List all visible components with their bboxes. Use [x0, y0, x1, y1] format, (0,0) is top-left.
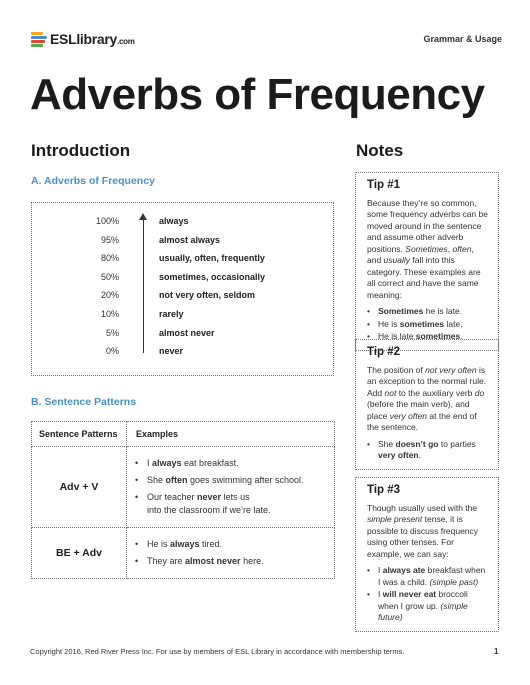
frequency-percent: 0%: [105, 346, 119, 357]
frequency-row: [32, 346, 333, 364]
bold-text: sometimes: [415, 331, 461, 341]
text-run: She: [378, 438, 396, 449]
column-header: Sentence Patterns: [32, 422, 127, 447]
frequency-adverb: rarely: [159, 309, 184, 319]
text-run: He is: [147, 539, 171, 549]
tip-title: Tip #3: [367, 484, 401, 496]
italic-text: often: [452, 243, 472, 254]
page-title: Adverbs of Frequency: [30, 70, 485, 119]
text-run: late.: [444, 318, 463, 329]
table-header-row: [32, 422, 335, 447]
frequency-adverb: never: [159, 346, 184, 357]
tip-example-item: [367, 439, 488, 462]
frequency-adverb: almost never: [159, 327, 215, 338]
bold-text: sometimes: [399, 318, 445, 329]
logo-stripe: [31, 36, 47, 39]
examples-cell: [127, 528, 335, 579]
italic-text: simple present: [367, 514, 423, 524]
bold-text: always: [152, 458, 182, 468]
frequency-row: [32, 235, 333, 253]
logo-stripe: [31, 40, 45, 43]
text-run: at the end of the sentence.: [367, 410, 477, 432]
text-run: .: [418, 450, 421, 460]
frequency-row: [32, 253, 333, 271]
frequency-scale-box: [31, 202, 334, 376]
text-run: Our teacher: [147, 492, 198, 502]
frequency-adverb: usually, often, frequently: [159, 253, 265, 264]
text-run: goes swimming after school.: [187, 475, 304, 485]
tip-box: [355, 477, 499, 632]
logo-text: ESLlibrary.com: [50, 31, 135, 47]
text-run: to the auxiliary verb: [396, 387, 475, 398]
sentence-patterns-table: [31, 421, 335, 579]
bold-text: doesn’t go: [395, 438, 439, 449]
text-run: fall into this category. These examples are all correct and have the same meaning:: [367, 255, 481, 300]
frequency-adverb: almost always: [159, 234, 221, 245]
pattern-cell: Adv + V: [32, 447, 127, 528]
italic-text: do: [474, 387, 485, 398]
tip-box: [355, 339, 499, 470]
frequency-adverb: sometimes, occasionally: [159, 271, 266, 282]
column-header: Examples: [127, 422, 335, 447]
introduction-heading: Introduction: [31, 141, 131, 160]
frequency-row: [32, 216, 333, 234]
italic-text: Sometimes: [405, 243, 448, 254]
frequency-percent: 50%: [100, 271, 119, 282]
text-run: into the classroom if we’re late.: [147, 505, 271, 515]
tip-box: [355, 172, 499, 351]
text-run: Because they’re so common, some frequency adverbs can be moved around in the sentence and assume other adverb positions.: [367, 197, 488, 254]
examples-list: [127, 528, 334, 578]
example-item: [135, 491, 330, 517]
tip-body: [367, 365, 488, 434]
text-run: (before the main verb), and place: [367, 399, 470, 421]
text-run: I: [147, 458, 153, 468]
text-run: tired.: [199, 539, 223, 549]
italic-text: (simple future): [378, 600, 468, 622]
frequency-adverb: always: [159, 216, 189, 226]
bold-text: very often: [378, 450, 419, 460]
text-run: here.: [240, 556, 264, 566]
tip-example-item: [367, 565, 488, 588]
page-number: 1: [494, 647, 499, 656]
text-run: , and: [367, 243, 474, 265]
italic-text: not: [384, 387, 397, 398]
text-run: She: [147, 475, 166, 485]
text-run: breakfast when I was a child.: [378, 565, 486, 587]
tip-example-item: [367, 306, 488, 318]
tip-examples: [367, 306, 488, 343]
text-run: They are: [147, 556, 186, 566]
text-run: to parties: [438, 438, 476, 449]
tip-title: Tip #2: [367, 346, 401, 358]
table-row: [32, 447, 335, 528]
tip-examples: [367, 439, 488, 462]
text-run: ,: [447, 243, 453, 254]
bold-text: almost never: [185, 556, 241, 566]
frequency-adverb: not very often, seldom: [159, 290, 256, 301]
text-run: is an exception to the normal rule. Add: [367, 364, 487, 398]
bold-text: always ate: [382, 565, 426, 575]
eslibrary-logo: [31, 31, 135, 47]
bold-text: Sometimes: [378, 306, 424, 316]
text-run: He is: [378, 318, 400, 329]
example-item: [135, 457, 330, 470]
logo-stripe: [31, 32, 43, 35]
frequency-row: [32, 309, 333, 327]
tip-examples: [367, 565, 488, 624]
table-row: [32, 528, 335, 579]
frequency-percent: 20%: [100, 290, 119, 301]
copyright-text: Copyright 2016, Red River Press Inc. For use by members of ESL Library in accordance with membership terms.: [30, 647, 405, 656]
text-run: Though usually used with the: [367, 502, 478, 513]
category-label: Grammar & Usage: [423, 34, 502, 44]
bold-text: often: [165, 475, 188, 485]
text-run: I: [378, 565, 383, 575]
examples-cell: [127, 447, 335, 528]
frequency-percent: 95%: [100, 234, 119, 245]
example-item: [135, 555, 330, 568]
text-run: eat breakfast.: [181, 458, 239, 468]
pattern-cell: BE + Adv: [32, 528, 127, 579]
examples-list: [127, 447, 334, 527]
books-logo-icon: [31, 32, 47, 46]
text-run: he is late.: [423, 306, 463, 316]
section-b-heading: B. Sentence Patterns: [31, 396, 137, 408]
bold-text: never: [197, 492, 222, 502]
italic-text: (simple past): [429, 576, 479, 587]
logo-stripe: [31, 44, 43, 47]
section-a-heading: A. Adverbs of Frequency: [31, 175, 155, 187]
frequency-percent: 5%: [105, 327, 119, 338]
example-item: [135, 538, 330, 551]
frequency-row: [32, 328, 333, 346]
tip-body: [367, 198, 488, 302]
bold-text: always: [170, 539, 200, 549]
text-run: broccoli when I grow up.: [378, 589, 468, 611]
italic-text: very often: [389, 410, 428, 421]
bold-text: will never eat: [382, 589, 437, 599]
text-run: The position of: [367, 364, 426, 375]
frequency-percent: 80%: [100, 253, 119, 264]
text-run: He is late: [378, 331, 416, 341]
text-run: tense, it is possible to discuss frequency using other tenses. For example, we can say:: [367, 514, 479, 559]
tip-title: Tip #1: [367, 179, 401, 191]
text-run: .: [460, 331, 463, 341]
italic-text: not very often: [425, 364, 477, 375]
frequency-row: [32, 272, 333, 290]
frequency-percent: 100%: [95, 216, 119, 226]
tip-example-item: [367, 319, 488, 331]
example-item: [135, 474, 330, 487]
italic-text: usually: [383, 255, 411, 265]
text-run: lets us: [221, 492, 250, 502]
text-run: I: [378, 589, 383, 599]
frequency-row: [32, 290, 333, 308]
notes-heading: Notes: [356, 141, 404, 160]
frequency-percent: 10%: [100, 309, 119, 319]
tip-example-item: [367, 589, 488, 624]
tip-body: [367, 503, 488, 561]
